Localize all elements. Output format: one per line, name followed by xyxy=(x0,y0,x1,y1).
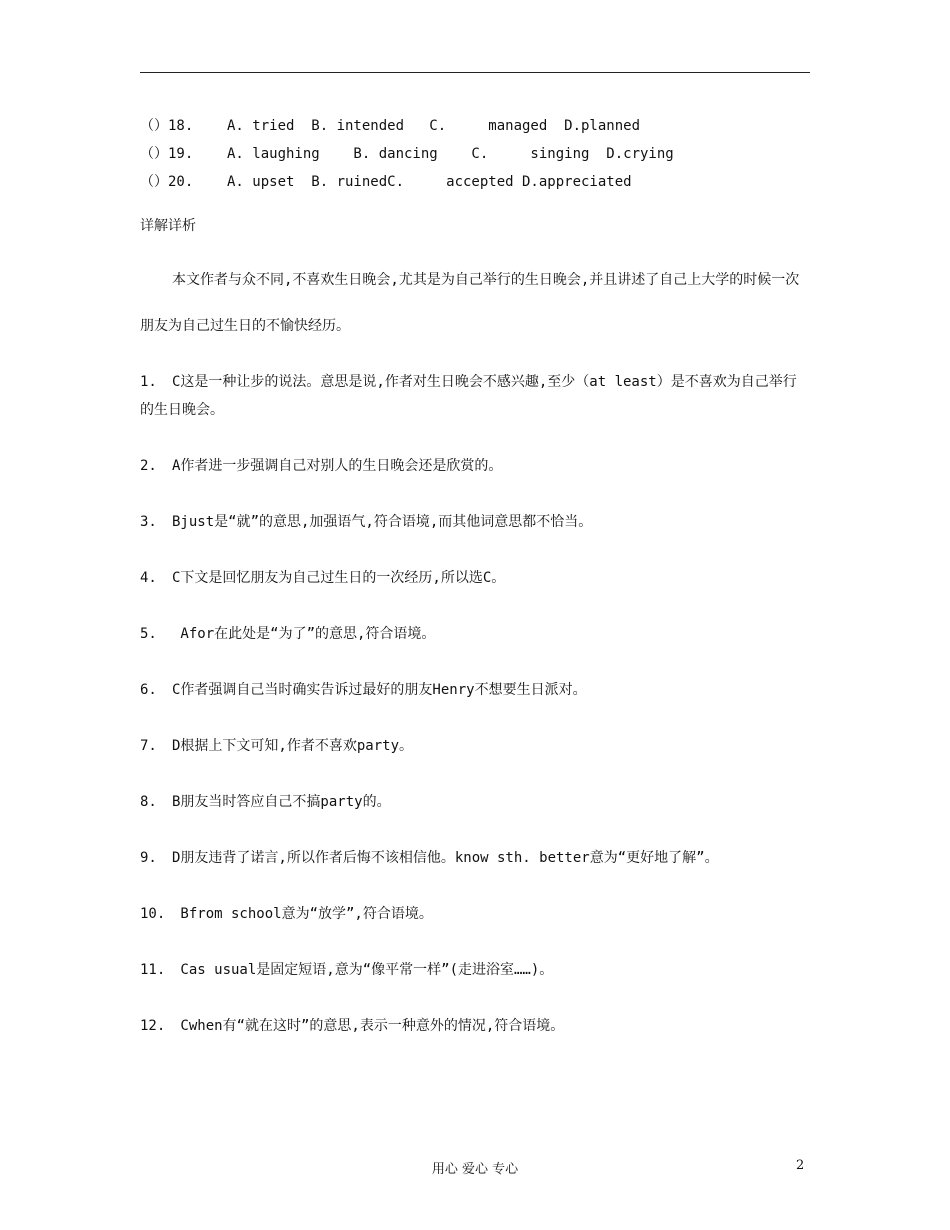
explanation-item xyxy=(140,508,810,536)
explanation-text: Bfrom school意为“放学”,符合语境。 xyxy=(172,906,433,922)
explanation-number: 9. xyxy=(140,850,157,866)
explanation-text: C这是一种让步的说法。意思是说,作者对生日晚会不感兴趣,至少（at least）是不喜欢为自己举行的生日晚会。 xyxy=(140,374,797,418)
explanation-item xyxy=(140,788,810,816)
explanation-text: Cas usual是固定短语,意为“像平常一样”(走进浴室……)。 xyxy=(172,962,554,978)
header-rule xyxy=(140,72,810,73)
explanation-number: 5. xyxy=(140,626,157,642)
explanation-item xyxy=(140,956,810,984)
page-content xyxy=(140,112,810,1040)
explanation-item xyxy=(140,452,810,480)
explanation-number: 4. xyxy=(140,570,157,586)
explanation-number: 1. xyxy=(140,374,157,390)
explanation-item xyxy=(140,368,810,424)
explanation-item xyxy=(140,844,810,872)
explanation-text: D根据上下文可知,作者不喜欢party。 xyxy=(172,738,414,754)
explanation-item xyxy=(140,676,810,704)
explanation-item xyxy=(140,1012,810,1040)
page-number: 2 xyxy=(796,1158,805,1173)
explanation-number: 12. xyxy=(140,1018,166,1034)
explanation-text: A作者进一步强调自己对别人的生日晚会还是欣赏的。 xyxy=(172,458,503,474)
option-row-19: （）19. A. laughing B. dancing C. singing D.crying xyxy=(140,146,674,162)
intro-paragraph-continued: 朋友为自己过生日的不愉快经历。 xyxy=(140,318,350,334)
option-row-20: （）20. A. upset B. ruinedC. accepted D.appreciated xyxy=(140,174,632,190)
explanation-number: 7. xyxy=(140,738,157,754)
explanation-item xyxy=(140,564,810,592)
answer-options xyxy=(140,112,810,196)
explanation-item xyxy=(140,620,810,648)
explanation-item xyxy=(140,732,810,760)
option-row-18: （）18. A. tried B. intended C. managed D.planned xyxy=(140,118,641,134)
explanation-number: 3. xyxy=(140,514,157,530)
explanation-text: D朋友违背了诺言,所以作者后悔不该相信他。know sth. better意为“更好地了解”。 xyxy=(172,850,719,866)
explanation-text: C作者强调自己当时确实告诉过最好的朋友Henry不想要生日派对。 xyxy=(172,682,587,698)
explanation-number: 6. xyxy=(140,682,157,698)
explanation-number: 11. xyxy=(140,962,166,978)
explanation-number: 10. xyxy=(140,906,166,922)
explanation-text: Bjust是“就”的意思,加强语气,符合语境,而其他词意思都不恰当。 xyxy=(172,514,593,530)
explanation-list xyxy=(140,368,810,1040)
explanation-text: B朋友当时答应自己不搞party的。 xyxy=(172,794,391,810)
explanation-text: Cwhen有“就在这时”的意思,表示一种意外的情况,符合语境。 xyxy=(172,1018,565,1034)
explanation-item xyxy=(140,900,810,928)
section-title: 详解详析 xyxy=(140,218,196,234)
footer-text: 用心 爱心 专心 xyxy=(431,1162,519,1177)
explanation-number: 8. xyxy=(140,794,157,810)
intro-paragraph: 本文作者与众不同,不喜欢生日晚会,尤其是为自己举行的生日晚会,并且讲述了自己上大学的时候一次 xyxy=(172,272,800,288)
explanation-text: Afor在此处是“为了”的意思,符合语境。 xyxy=(172,626,436,642)
explanation-number: 2. xyxy=(140,458,157,474)
explanation-text: C下文是回忆朋友为自己过生日的一次经历,所以选C。 xyxy=(172,570,506,586)
